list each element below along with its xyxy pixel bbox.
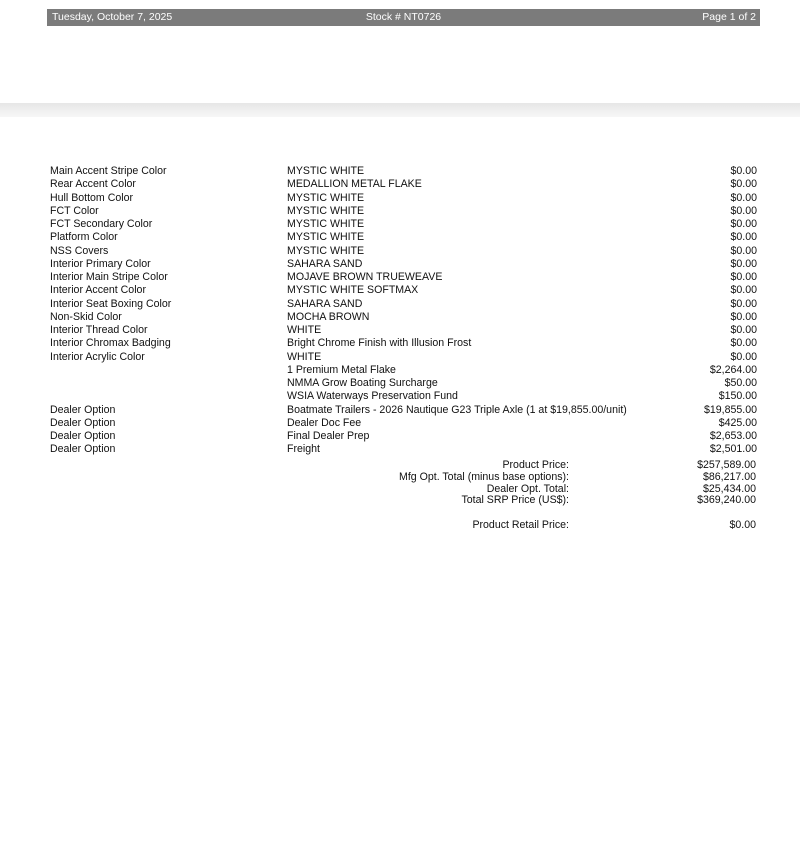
option-price: $0.00 bbox=[730, 231, 757, 244]
option-price: $2,653.00 bbox=[709, 430, 757, 442]
option-name: Dealer Option bbox=[50, 430, 116, 442]
option-row bbox=[50, 258, 760, 271]
option-row bbox=[50, 390, 760, 403]
option-value: 1 Premium Metal Flake bbox=[287, 363, 396, 376]
total-value: $257,589.00 bbox=[697, 459, 756, 471]
option-row bbox=[50, 324, 760, 337]
option-name: Main Accent Stripe Color bbox=[50, 165, 167, 177]
option-value: MYSTIC WHITE bbox=[287, 218, 365, 230]
total-label: Product Price: bbox=[502, 459, 569, 471]
option-price: $19,855.00 bbox=[703, 403, 757, 416]
option-row bbox=[50, 298, 760, 311]
option-row bbox=[50, 271, 760, 284]
option-row bbox=[50, 404, 760, 417]
option-value: Freight bbox=[287, 443, 320, 456]
option-price: $0.00 bbox=[730, 218, 757, 230]
option-row bbox=[50, 337, 760, 350]
totals-block bbox=[300, 460, 756, 507]
option-row bbox=[50, 284, 760, 297]
option-price: $0.00 bbox=[730, 178, 757, 191]
option-name: Interior Primary Color bbox=[50, 257, 151, 270]
option-value: MEDALLION METAL FLAKE bbox=[287, 178, 422, 191]
option-row bbox=[50, 430, 760, 443]
total-row bbox=[300, 472, 756, 484]
option-value: MOCHA BROWN bbox=[287, 310, 370, 323]
option-name: Interior Acrylic Color bbox=[50, 350, 145, 363]
option-name: Dealer Option bbox=[50, 443, 116, 456]
option-name: Interior Seat Boxing Color bbox=[50, 297, 172, 310]
option-price: $0.00 bbox=[730, 204, 757, 217]
option-price: $0.00 bbox=[730, 310, 757, 323]
options-table bbox=[50, 165, 760, 457]
option-price: $0.00 bbox=[730, 324, 757, 336]
option-row bbox=[50, 351, 760, 364]
header-date: Tuesday, October 7, 2025 bbox=[52, 11, 173, 23]
option-value: SAHARA SAND bbox=[287, 257, 363, 270]
option-name: Dealer Option bbox=[50, 403, 116, 416]
option-value: Final Dealer Prep bbox=[287, 430, 370, 442]
option-value: Dealer Doc Fee bbox=[287, 416, 362, 429]
option-value: MYSTIC WHITE bbox=[287, 165, 365, 177]
option-price: $0.00 bbox=[730, 244, 757, 257]
option-name: Interior Accent Color bbox=[50, 284, 146, 297]
option-value: Bright Chrome Finish with Illusion Frost bbox=[287, 337, 472, 350]
option-name: NSS Covers bbox=[50, 244, 109, 257]
option-price: $0.00 bbox=[730, 350, 757, 363]
option-row bbox=[50, 165, 760, 178]
option-price: $0.00 bbox=[730, 297, 757, 310]
option-row bbox=[50, 231, 760, 244]
option-name: Hull Bottom Color bbox=[50, 191, 134, 204]
option-price: $0.00 bbox=[730, 191, 757, 204]
retail-price-value: $0.00 bbox=[729, 519, 756, 531]
option-value: NMMA Grow Boating Surcharge bbox=[287, 377, 438, 389]
total-value: $369,240.00 bbox=[697, 494, 756, 507]
option-row bbox=[50, 377, 760, 390]
option-name: Interior Chromax Badging bbox=[50, 337, 171, 350]
option-row bbox=[50, 192, 760, 205]
option-value: SAHARA SAND bbox=[287, 297, 363, 310]
header-stock-number: Stock # NT0726 bbox=[365, 11, 442, 23]
option-row bbox=[50, 443, 760, 456]
option-price: $0.00 bbox=[730, 284, 757, 297]
option-name: Interior Thread Color bbox=[50, 324, 148, 336]
option-price: $425.00 bbox=[718, 416, 757, 429]
option-value: MYSTIC WHITE bbox=[287, 191, 365, 204]
option-price: $2,264.00 bbox=[709, 363, 757, 376]
option-name: Interior Main Stripe Color bbox=[50, 271, 168, 283]
option-value: Boatmate Trailers - 2026 Nautique G23 Triple Axle (1 at $19,855.00/unit) bbox=[287, 403, 627, 416]
option-name: Dealer Option bbox=[50, 416, 116, 429]
option-price: $0.00 bbox=[730, 271, 757, 283]
option-price: $2,501.00 bbox=[709, 443, 757, 456]
option-price: $0.00 bbox=[730, 257, 757, 270]
option-name: Rear Accent Color bbox=[50, 178, 136, 191]
option-row bbox=[50, 218, 760, 231]
total-label: Mfg Opt. Total (minus base options): bbox=[399, 470, 569, 483]
retail-price-row bbox=[300, 519, 756, 531]
option-row bbox=[50, 205, 760, 218]
option-price: $0.00 bbox=[730, 165, 757, 177]
page-break-divider bbox=[0, 103, 800, 117]
option-value: WHITE bbox=[287, 324, 322, 336]
total-label: Total SRP Price (US$): bbox=[461, 494, 569, 507]
option-row bbox=[50, 417, 760, 430]
option-name: Non-Skid Color bbox=[50, 310, 122, 323]
option-value: WHITE bbox=[287, 350, 322, 363]
option-name: Platform Color bbox=[50, 231, 118, 244]
option-row bbox=[50, 364, 760, 377]
option-price: $0.00 bbox=[730, 337, 757, 350]
page-header-bar bbox=[47, 9, 760, 26]
total-value: $25,434.00 bbox=[702, 482, 756, 495]
option-row bbox=[50, 245, 760, 258]
option-price: $50.00 bbox=[724, 377, 757, 389]
option-value: MYSTIC WHITE bbox=[287, 244, 365, 257]
total-row bbox=[300, 495, 756, 507]
option-value: MYSTIC WHITE bbox=[287, 231, 365, 244]
option-value: MYSTIC WHITE bbox=[287, 204, 365, 217]
option-row bbox=[50, 311, 760, 324]
option-price: $150.00 bbox=[718, 390, 757, 403]
total-label: Dealer Opt. Total: bbox=[486, 482, 569, 495]
header-page-number: Page 1 of 2 bbox=[702, 11, 756, 23]
option-name: FCT Secondary Color bbox=[50, 218, 153, 230]
option-value: MOJAVE BROWN TRUEWEAVE bbox=[287, 271, 443, 283]
retail-price-label: Product Retail Price: bbox=[472, 519, 569, 531]
option-value: WSIA Waterways Preservation Fund bbox=[287, 390, 458, 403]
option-value: MYSTIC WHITE SOFTMAX bbox=[287, 284, 419, 297]
total-value: $86,217.00 bbox=[702, 470, 756, 483]
option-row bbox=[50, 178, 760, 191]
option-name: FCT Color bbox=[50, 204, 99, 217]
